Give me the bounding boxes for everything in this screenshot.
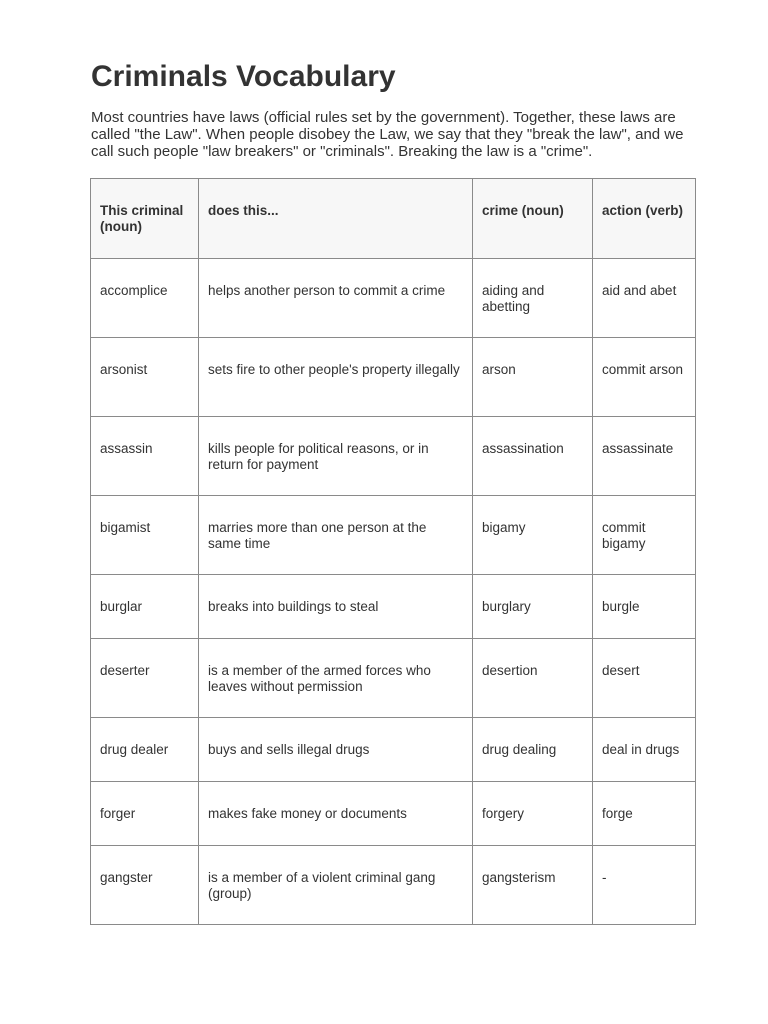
cell-crime: forgery bbox=[473, 782, 593, 846]
cell-crime: drug dealing bbox=[473, 718, 593, 782]
cell-action: assassinate bbox=[593, 417, 696, 496]
cell-action: desert bbox=[593, 639, 696, 718]
cell-crime: bigamy bbox=[473, 496, 593, 575]
cell-crime: desertion bbox=[473, 639, 593, 718]
header-description: does this... bbox=[199, 179, 473, 259]
cell-criminal: forger bbox=[91, 782, 199, 846]
cell-crime: assassination bbox=[473, 417, 593, 496]
table-row bbox=[91, 496, 696, 575]
cell-crime: aiding and abetting bbox=[473, 259, 593, 338]
cell-criminal: bigamist bbox=[91, 496, 199, 575]
cell-action: aid and abet bbox=[593, 259, 696, 338]
cell-action: commit arson bbox=[593, 338, 696, 417]
header-crime: crime (noun) bbox=[473, 179, 593, 259]
cell-crime: gangsterism bbox=[473, 846, 593, 925]
intro-paragraph: Most countries have laws (official rules set by the government). Together, these laws are called "the Law". When people disobey the Law, we say that they "break the law", and we call such people "law breakers" or "criminals". Breaking the law is a "crime". bbox=[91, 109, 684, 160]
table-row bbox=[91, 338, 696, 417]
cell-criminal: burglar bbox=[91, 575, 199, 639]
cell-description: breaks into buildings to steal bbox=[199, 575, 473, 639]
cell-crime: burglary bbox=[473, 575, 593, 639]
cell-criminal: arsonist bbox=[91, 338, 199, 417]
cell-description: is a member of the armed forces who leaves without permission bbox=[199, 639, 473, 718]
cell-action: deal in drugs bbox=[593, 718, 696, 782]
cell-action: - bbox=[593, 846, 696, 925]
header-criminal: This criminal (noun) bbox=[91, 179, 199, 259]
header-action: action (verb) bbox=[593, 179, 696, 259]
cell-description: marries more than one person at the same time bbox=[199, 496, 473, 575]
cell-action: forge bbox=[593, 782, 696, 846]
cell-criminal: accomplice bbox=[91, 259, 199, 338]
table-row bbox=[91, 718, 696, 782]
table-header-row bbox=[91, 179, 696, 259]
vocabulary-table bbox=[90, 178, 696, 925]
cell-action: burgle bbox=[593, 575, 696, 639]
cell-criminal: gangster bbox=[91, 846, 199, 925]
cell-description: buys and sells illegal drugs bbox=[199, 718, 473, 782]
cell-description: is a member of a violent criminal gang (group) bbox=[199, 846, 473, 925]
table-row bbox=[91, 639, 696, 718]
cell-description: sets fire to other people's property illegally bbox=[199, 338, 473, 417]
document-page bbox=[91, 58, 695, 901]
table-row bbox=[91, 417, 696, 496]
cell-description: makes fake money or documents bbox=[199, 782, 473, 846]
table-row bbox=[91, 782, 696, 846]
cell-criminal: assassin bbox=[91, 417, 199, 496]
cell-criminal: deserter bbox=[91, 639, 199, 718]
cell-description: helps another person to commit a crime bbox=[199, 259, 473, 338]
table-row bbox=[91, 575, 696, 639]
cell-criminal: drug dealer bbox=[91, 718, 199, 782]
cell-description: kills people for political reasons, or in return for payment bbox=[199, 417, 473, 496]
page-title: Criminals Vocabulary bbox=[91, 60, 396, 93]
table-row bbox=[91, 846, 696, 925]
cell-crime: arson bbox=[473, 338, 593, 417]
cell-action: commit bigamy bbox=[593, 496, 696, 575]
table-row bbox=[91, 259, 696, 338]
